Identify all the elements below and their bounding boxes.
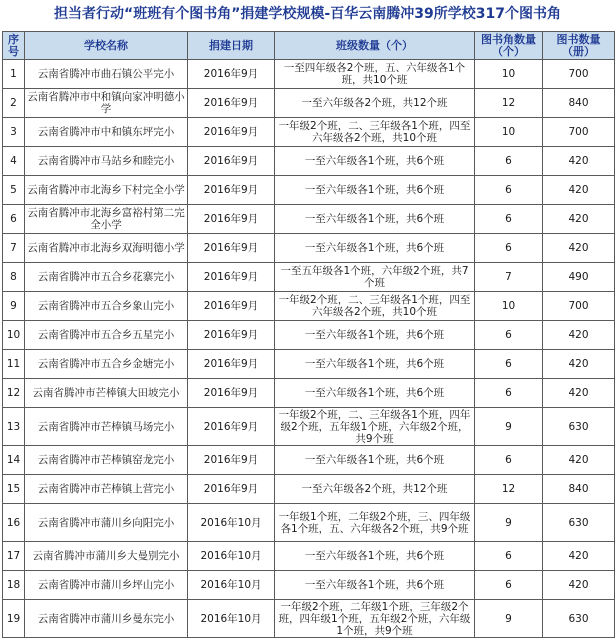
cell-index: 9 xyxy=(3,292,25,321)
cell-classes: 一至六年级各1个班，共6个班 xyxy=(275,321,475,350)
cell-corners: 6 xyxy=(475,350,543,379)
table-row xyxy=(3,475,615,504)
cell-books: 420 xyxy=(543,446,615,475)
cell-classes: 一至六年级各1个班，共6个班 xyxy=(275,379,475,408)
cell-index: 19 xyxy=(3,600,25,638)
cell-school: 云南省腾冲市中和镇向家冲明德小学 xyxy=(25,89,188,118)
cell-corners: 6 xyxy=(475,542,543,571)
header-index: 序号 xyxy=(3,32,25,60)
cell-date: 2016年9月 xyxy=(188,234,275,263)
cell-corners: 6 xyxy=(475,234,543,263)
cell-date: 2016年9月 xyxy=(188,263,275,292)
cell-school: 云南省腾冲市芒棒镇马场完小 xyxy=(25,408,188,446)
cell-books: 420 xyxy=(543,147,615,176)
cell-books: 700 xyxy=(543,292,615,321)
header-row xyxy=(3,32,615,60)
table-row xyxy=(3,292,615,321)
cell-school: 云南省腾冲市蒲川乡向阳完小 xyxy=(25,504,188,542)
cell-books: 420 xyxy=(543,350,615,379)
table-row xyxy=(3,571,615,600)
cell-corners: 10 xyxy=(475,118,543,147)
cell-school: 云南省腾冲市芒棒镇大田坡完小 xyxy=(25,379,188,408)
table-row xyxy=(3,408,615,446)
cell-date: 2016年9月 xyxy=(188,147,275,176)
cell-corners: 6 xyxy=(475,176,543,205)
cell-index: 6 xyxy=(3,205,25,234)
cell-corners: 9 xyxy=(475,408,543,446)
cell-classes: 一至六年级各2个班，共12个班 xyxy=(275,89,475,118)
cell-classes: 一至六年级各1个班，共6个班 xyxy=(275,234,475,263)
cell-corners: 9 xyxy=(475,600,543,638)
cell-index: 3 xyxy=(3,118,25,147)
cell-corners: 12 xyxy=(475,475,543,504)
table-row xyxy=(3,446,615,475)
cell-books: 840 xyxy=(543,89,615,118)
cell-classes: 一至六年级各1个班，共6个班 xyxy=(275,571,475,600)
cell-classes: 一至五年级各1个班，六年级2个班，共7个班 xyxy=(275,263,475,292)
cell-date: 2016年9月 xyxy=(188,205,275,234)
cell-index: 13 xyxy=(3,408,25,446)
cell-classes: 一至四年级各2个班，五、六年级各1个班，共10个班 xyxy=(275,60,475,89)
table-row xyxy=(3,234,615,263)
cell-index: 2 xyxy=(3,89,25,118)
cell-books: 700 xyxy=(543,60,615,89)
cell-index: 18 xyxy=(3,571,25,600)
cell-index: 16 xyxy=(3,504,25,542)
header-books: 图书数量（册） xyxy=(543,32,615,60)
cell-index: 12 xyxy=(3,379,25,408)
cell-corners: 6 xyxy=(475,571,543,600)
cell-index: 4 xyxy=(3,147,25,176)
cell-books: 630 xyxy=(543,408,615,446)
table-row xyxy=(3,350,615,379)
cell-books: 420 xyxy=(543,379,615,408)
cell-books: 490 xyxy=(543,263,615,292)
cell-date: 2016年9月 xyxy=(188,408,275,446)
table-row xyxy=(3,176,615,205)
cell-classes: 一至六年级各1个班，共6个班 xyxy=(275,542,475,571)
cell-date: 2016年9月 xyxy=(188,89,275,118)
cell-classes: 一至六年级各1个班，共6个班 xyxy=(275,147,475,176)
cell-index: 5 xyxy=(3,176,25,205)
cell-corners: 6 xyxy=(475,205,543,234)
cell-index: 17 xyxy=(3,542,25,571)
cell-corners: 6 xyxy=(475,321,543,350)
cell-books: 420 xyxy=(543,571,615,600)
cell-date: 2016年10月 xyxy=(188,571,275,600)
cell-classes: 一至六年级各1个班，共6个班 xyxy=(275,205,475,234)
table-row xyxy=(3,542,615,571)
cell-date: 2016年9月 xyxy=(188,176,275,205)
cell-classes: 一年级2个班，二、三年级各1个班，四年级2个班，五年级1个班，六年级2个班，共9个班 xyxy=(275,408,475,446)
header-classes: 班级数量（个） xyxy=(275,32,475,60)
cell-date: 2016年9月 xyxy=(188,379,275,408)
cell-index: 10 xyxy=(3,321,25,350)
cell-date: 2016年9月 xyxy=(188,475,275,504)
table-row xyxy=(3,60,615,89)
cell-books: 420 xyxy=(543,176,615,205)
header-date: 捐建日期 xyxy=(188,32,275,60)
cell-index: 8 xyxy=(3,263,25,292)
header-school: 学校名称 xyxy=(25,32,188,60)
cell-index: 11 xyxy=(3,350,25,379)
header-corners: 图书角数量（个） xyxy=(475,32,543,60)
cell-school: 云南省腾冲市五合乡五星完小 xyxy=(25,321,188,350)
cell-school: 云南省腾冲市马站乡和睦完小 xyxy=(25,147,188,176)
cell-date: 2016年9月 xyxy=(188,292,275,321)
cell-school: 云南省腾冲市中和镇东坪完小 xyxy=(25,118,188,147)
cell-index: 14 xyxy=(3,446,25,475)
cell-corners: 6 xyxy=(475,446,543,475)
schools-table xyxy=(2,31,615,638)
cell-corners: 10 xyxy=(475,60,543,89)
cell-classes: 一至六年级各2个班，共12个班 xyxy=(275,475,475,504)
cell-school: 云南省腾冲市蒲川乡大曼别完小 xyxy=(25,542,188,571)
cell-index: 1 xyxy=(3,60,25,89)
cell-index: 7 xyxy=(3,234,25,263)
table-row xyxy=(3,263,615,292)
cell-classes: 一至六年级各1个班，共6个班 xyxy=(275,446,475,475)
table-row xyxy=(3,379,615,408)
table-row xyxy=(3,147,615,176)
cell-books: 420 xyxy=(543,234,615,263)
cell-corners: 12 xyxy=(475,89,543,118)
cell-books: 700 xyxy=(543,118,615,147)
cell-date: 2016年10月 xyxy=(188,504,275,542)
cell-school: 云南省腾冲市芒棒镇窑龙完小 xyxy=(25,446,188,475)
cell-school: 云南省腾冲市五合乡花寨完小 xyxy=(25,263,188,292)
cell-classes: 一年级2个班，二年级1个班，三年级2个班，四年级1个班，五年级2个班，六年级1个班，共9个班 xyxy=(275,600,475,638)
cell-corners: 10 xyxy=(475,292,543,321)
cell-date: 2016年10月 xyxy=(188,542,275,571)
cell-books: 420 xyxy=(543,321,615,350)
cell-classes: 一至六年级各1个班，共6个班 xyxy=(275,176,475,205)
cell-classes: 一年级2个班，二、三年级各1个班，四至六年级各2个班，共10个班 xyxy=(275,292,475,321)
cell-index: 15 xyxy=(3,475,25,504)
cell-school: 云南省腾冲市蒲川乡坪山完小 xyxy=(25,571,188,600)
cell-school: 云南省腾冲市曲石镇公平完小 xyxy=(25,60,188,89)
table-row xyxy=(3,89,615,118)
cell-corners: 6 xyxy=(475,379,543,408)
page-title: 担当者行动“班班有个图书角”捐建学校规模-百华云南腾冲39所学校317个图书角 xyxy=(54,6,561,22)
cell-date: 2016年9月 xyxy=(188,350,275,379)
cell-corners: 9 xyxy=(475,504,543,542)
cell-books: 420 xyxy=(543,542,615,571)
cell-school: 云南省腾冲市芒棒镇上营完小 xyxy=(25,475,188,504)
cell-classes: 一年级2个班，二、三年级各1个班，四至六年级各2个班，共10个班 xyxy=(275,118,475,147)
cell-corners: 6 xyxy=(475,147,543,176)
cell-date: 2016年9月 xyxy=(188,118,275,147)
cell-corners: 7 xyxy=(475,263,543,292)
cell-school: 云南省腾冲市北海乡富裕村第二完全小学 xyxy=(25,205,188,234)
cell-books: 840 xyxy=(543,475,615,504)
cell-books: 630 xyxy=(543,600,615,638)
table-row xyxy=(3,504,615,542)
cell-school: 云南省腾冲市五合乡象山完小 xyxy=(25,292,188,321)
cell-classes: 一年级1个班，二年级2个班，三、四年级各1个班，五、六年级各2个班，共9个班 xyxy=(275,504,475,542)
cell-school: 云南省腾冲市五合乡金塘完小 xyxy=(25,350,188,379)
cell-school: 云南省腾冲市北海乡双海明德小学 xyxy=(25,234,188,263)
cell-classes: 一至六年级各1个班，共6个班 xyxy=(275,350,475,379)
cell-books: 630 xyxy=(543,504,615,542)
table-row xyxy=(3,321,615,350)
cell-school: 云南省腾冲市北海乡下村完全小学 xyxy=(25,176,188,205)
table-row xyxy=(3,118,615,147)
cell-date: 2016年9月 xyxy=(188,321,275,350)
cell-date: 2016年9月 xyxy=(188,446,275,475)
cell-date: 2016年9月 xyxy=(188,60,275,89)
cell-school: 云南省腾冲市蒲川乡曼东完小 xyxy=(25,600,188,638)
cell-date: 2016年10月 xyxy=(188,600,275,638)
cell-books: 420 xyxy=(543,205,615,234)
table-row xyxy=(3,205,615,234)
